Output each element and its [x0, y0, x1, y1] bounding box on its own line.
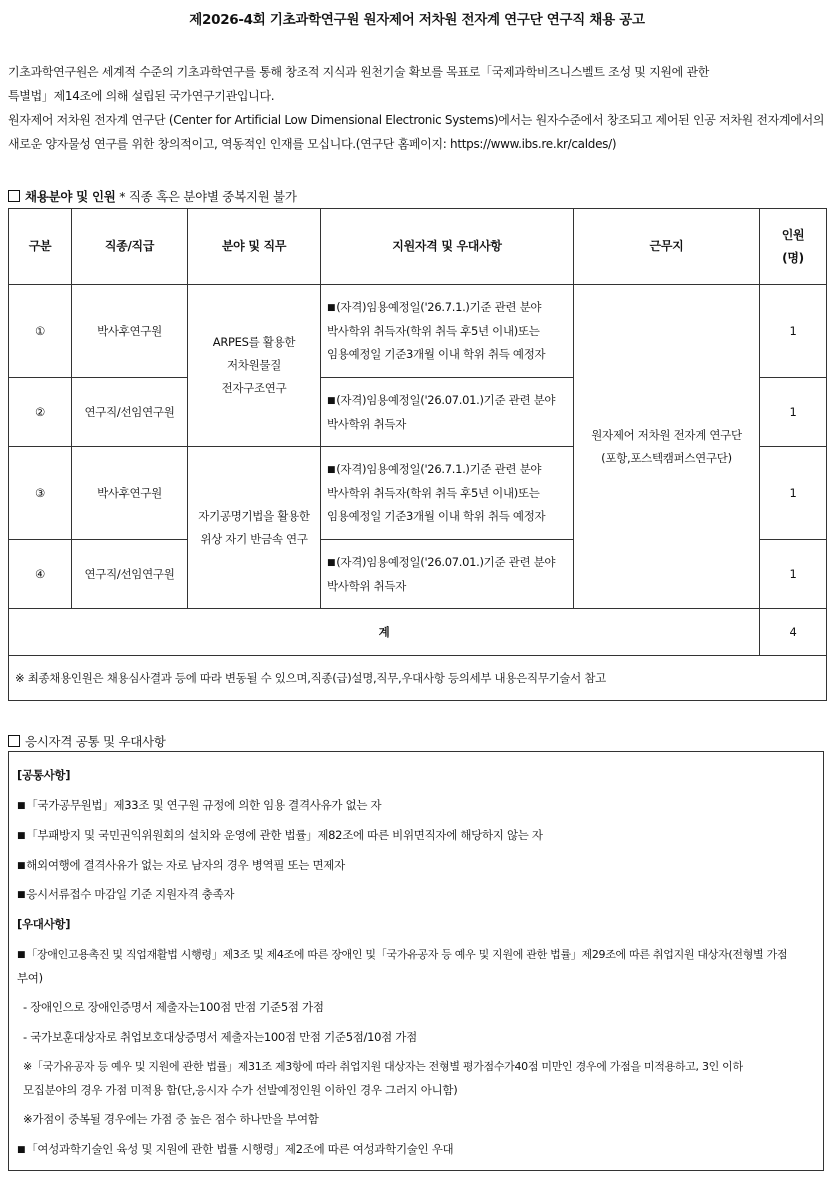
intro-p2-line1: 원자제어 저차원 전자계 연구단 (Center for Artificial Low Dimensional Electronic Systems)에서는 원자수준에서 창조되고 제어된 인공 저차원 전자계에서의 [8, 113, 825, 127]
place-l2: (포항,포스텍캠퍼스연구단) [601, 450, 732, 465]
intro-p2-line2: 새로운 양자물성 연구를 위한 창의적이고, 역동적인 인재를 모십니다.(연구단 홈페이지: https://www.ibs.re.kr/caldes/) [8, 137, 617, 151]
row-count: 1 [760, 447, 827, 540]
list-item [17, 857, 345, 873]
preferred-item1-l1: 「장애인고용촉진 및 직업재활법 시행령」제3조 및 제4조에 따른 장애인 및「국가유공자 등 예우 및 지원에 관한 법률」제29조에 따른 취업지원 대상자(전형별 가점 [26, 948, 788, 961]
table-row [9, 285, 827, 378]
total-label: 계 [9, 609, 760, 656]
header-count [760, 209, 827, 285]
bullet-icon: ■ [327, 303, 336, 313]
header-count-l2: (명) [782, 250, 804, 265]
row-no: ④ [9, 540, 72, 609]
intro-p1-line1: 기초과학연구원은 세계적 수준의 기초과학연구를 통해 창조적 지식과 원천기술 확보를 목표로「국제과학비즈니스벨트 조성 및 지원에 관한 [8, 65, 710, 79]
row-qual [321, 285, 574, 378]
preferred-note1-l1: ※「국가유공자 등 예우 및 지원에 관한 법률」제31조 제3항에 따라 취업지원 대상자는 전형별 평가점수가40점 미만인 경우에 가점을 미적용하고, 3인 이하 [23, 1060, 743, 1073]
qualification-box [8, 751, 824, 1171]
qual-l1: (자격)임용예정일('26.07.01.)기준 관련 분야 [336, 554, 556, 569]
checkbox-square-icon [8, 190, 20, 202]
row-qual [321, 447, 574, 540]
bullet-icon: ■ [327, 395, 336, 406]
section-qualification-heading [8, 732, 166, 750]
section-recruitment-note: * 직종 혹은 분야별 중복지원 불가 [119, 189, 297, 204]
intro-text [8, 60, 828, 156]
table-header-row [9, 209, 827, 285]
qual-l2: 박사학위 취득자 [327, 578, 407, 593]
bullet-icon: ■ [17, 861, 26, 871]
common-item-2: 「부패방지 및 국민권익위원회의 설치와 운영에 관한 법률」제82조에 따른 비위면직자에 해당하지 않는 자 [26, 828, 543, 842]
row-jikjong: 박사후연구원 [72, 447, 188, 540]
preferred-header: [우대사항] [17, 917, 71, 931]
qual-l2: 박사학위 취득자(학위 취득 후5년 이내)또는 [327, 486, 540, 500]
page-title: 제2026-4회 기초과학연구원 원자제어 저차원 전자계 연구단 연구직 채용 공고 [189, 12, 645, 28]
field-magnetic [188, 447, 321, 609]
row-count: 1 [760, 378, 827, 447]
header-jikjong: 직종/직급 [72, 209, 188, 285]
field-arpes [188, 285, 321, 447]
header-count-l1: 인원 [781, 227, 805, 242]
section-recruitment-heading [8, 187, 297, 205]
row-qual [321, 540, 574, 609]
row-jikjong: 연구직/선임연구원 [72, 378, 188, 447]
qual-l2: 박사학위 취득자(학위 취득 후5년 이내)또는 [327, 324, 540, 338]
field-b-l2: 위상 자기 반금속 연구 [200, 531, 308, 546]
place-l1: 원자제어 저차원 전자계 연구단 [591, 427, 742, 442]
row-jikjong: 박사후연구원 [72, 285, 188, 378]
bullet-icon: ■ [327, 465, 336, 475]
checkbox-square-icon [8, 735, 20, 747]
common-item-3: 해외여행에 결격사유가 없는 자로 남자의 경우 병역필 또는 면제자 [26, 858, 345, 872]
field-a-l1: ARPES를 활용한 [212, 335, 296, 349]
bullet-icon: ■ [17, 801, 26, 811]
header-place: 근무지 [574, 209, 760, 285]
table-note: ※ 최종채용인원은 채용심사결과 등에 따라 변동될 수 있으며,직종(급)설명,직무,우대사항 등의세부 내용은직무기술서 참고 [9, 656, 827, 701]
preferred-sub1: - 장애인으로 장애인증명서 제출자는100점 만점 기준5점 가점 [23, 1000, 324, 1014]
qual-l1: (자격)임용예정일('26.07.01.)기준 관련 분야 [336, 392, 556, 407]
common-item-1: 「국가공무원법」제33조 및 연구원 규정에 의한 임용 결격사유가 없는 자 [26, 798, 382, 812]
intro-p1-line2: 특별법」제14조에 의해 설립된 국가연구기관입니다. [8, 89, 275, 103]
header-gubun: 구분 [9, 209, 72, 285]
qual-l2: 박사학위 취득자 [327, 416, 407, 431]
list-item [17, 886, 234, 902]
total-count: 4 [760, 609, 827, 656]
work-place [574, 285, 760, 609]
bullet-icon: ■ [17, 950, 26, 960]
preferred-note2: ※가점이 중복될 경우에는 가점 중 높은 점수 하나만을 부여함 [23, 1112, 319, 1126]
qual-l1: (자격)임용예정일('26.7.1.)기준 관련 분야 [336, 300, 542, 314]
row-count: 1 [760, 540, 827, 609]
row-no: ③ [9, 447, 72, 540]
bullet-icon: ■ [17, 1145, 26, 1155]
preferred-sub2: - 국가보훈대상자로 취업보호대상증명서 제출자는100점 만점 기준5점/10점 가점 [23, 1030, 417, 1044]
section-recruitment-title: 채용분야 및 인원 [25, 189, 116, 204]
recruitment-table [8, 208, 827, 701]
qual-l3: 임용예정일 기준3개월 이내 학위 취득 예정자 [327, 509, 546, 523]
row-jikjong: 연구직/선임연구원 [72, 540, 188, 609]
section-qualification-title: 응시자격 공통 및 우대사항 [25, 734, 166, 749]
field-b-l1: 자기공명기법을 활용한 [198, 508, 310, 523]
list-item [17, 1141, 453, 1157]
field-a-l3: 전자구조연구 [221, 381, 287, 395]
bullet-icon: ■ [327, 557, 336, 568]
bullet-icon: ■ [17, 831, 26, 841]
header-field: 분야 및 직무 [188, 209, 321, 285]
preferred-item1-l2: 부여) [17, 971, 43, 985]
field-a-l2: 저차원물질 [226, 358, 282, 372]
preferred-item2: 「여성과학기술인 육성 및 지원에 관한 법률 시행령」제2조에 따른 여성과학기술인 우대 [26, 1142, 454, 1156]
list-item [17, 946, 817, 962]
row-no: ① [9, 285, 72, 378]
row-qual [321, 378, 574, 447]
table-total-row [9, 609, 827, 656]
bullet-icon: ■ [17, 890, 26, 900]
common-item-4: 응시서류접수 마감일 기준 지원자격 충족자 [26, 887, 235, 901]
qual-l1: (자격)임용예정일('26.7.1.)기준 관련 분야 [336, 462, 542, 476]
common-header: [공통사항] [17, 768, 71, 782]
row-no: ② [9, 378, 72, 447]
list-item [17, 797, 381, 813]
table-note-row [9, 656, 827, 701]
list-item [17, 827, 543, 843]
header-qual: 지원자격 및 우대사항 [321, 209, 574, 285]
row-count: 1 [760, 285, 827, 378]
qual-l3: 임용예정일 기준3개월 이내 학위 취득 예정자 [327, 347, 546, 361]
preferred-note1-l2: 모집분야의 경우 가점 미적용 함(단,응시자 수가 선발예정인원 이하인 경우 그러지 아니함) [23, 1083, 458, 1097]
